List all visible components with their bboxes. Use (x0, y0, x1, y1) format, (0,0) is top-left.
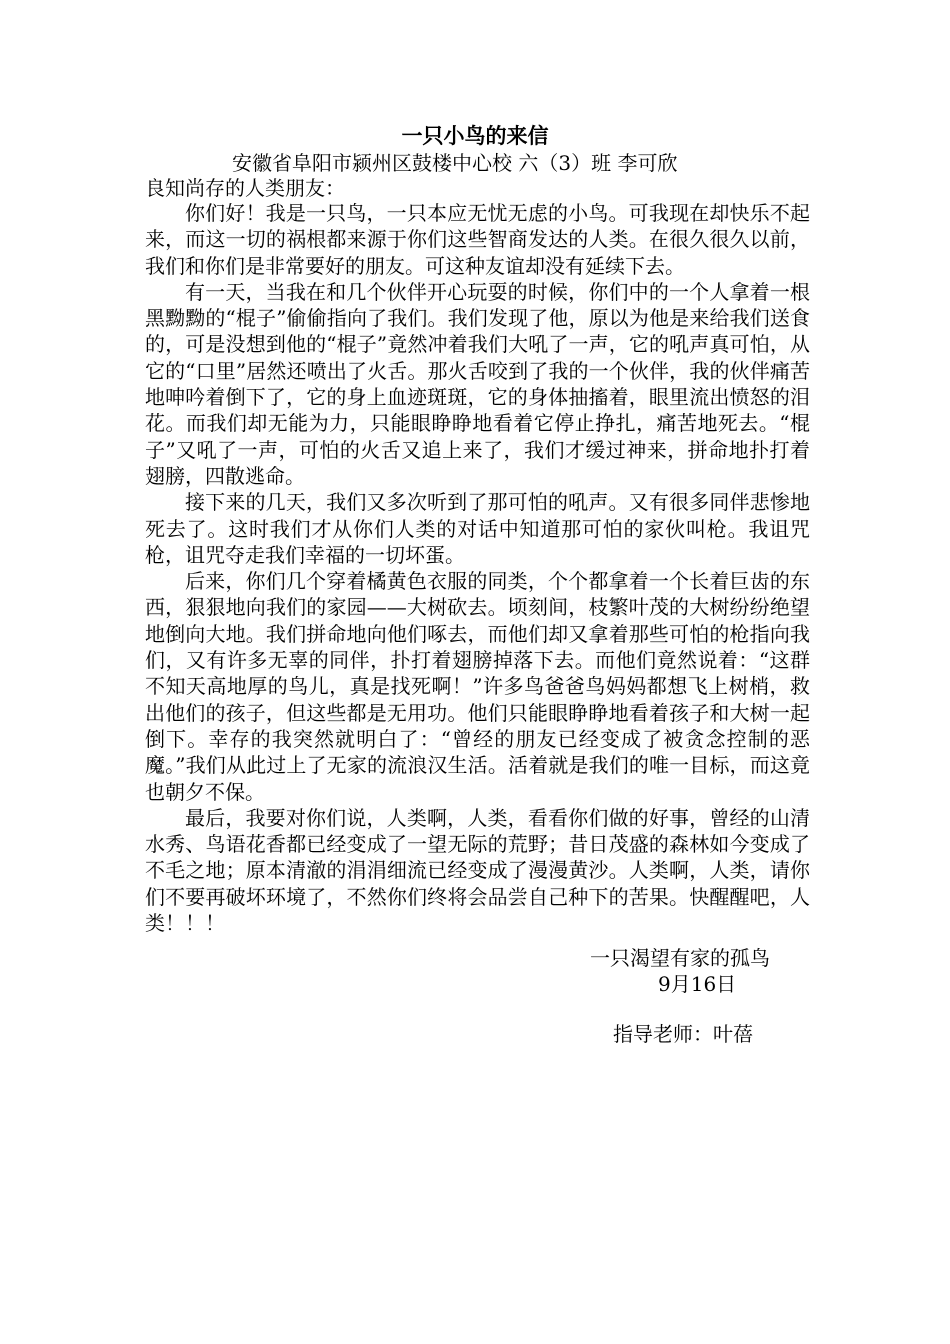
document-title: 一只小鸟的来信 (401, 123, 549, 148)
body-paragraph: 最后，我要对你们说，人类啊，人类，看看你们做的好事，曾经的山清水秀、鸟语花香都已经变成了一望无际的荒野；昔日茂盛的森林如今变成了不毛之地；原本清澈的涓涓细流已经变成了漫漫黄沙。人类啊，人类，请你们不要再破坏环境了，不然你们终将会品尝自己种下的苦果。快醒醒吧，人类！！！ (145, 805, 810, 936)
body-paragraph: 接下来的几天，我们又多次听到了那可怕的吼声。又有很多同伴悲惨地死去了。这时我们才从你们人类的对话中知道那可怕的家伙叫枪。我诅咒枪，诅咒夺走我们幸福的一切坏蛋。 (145, 490, 810, 567)
letter-date: 9月16日 (658, 972, 737, 996)
body-paragraph: 有一天，当我在和几个伙伴开心玩耍的时候，你们中的一个人拿着一根黑黝黝的“棍子”偷偷指向了我们。我们发现了他，原以为他是来给我们送食的，可是没想到他的“棍子”竟然冲着我们大吼了一声，它的吼声真可怕，从它的“口里”居然还喷出了火舌。那火舌咬到了我的一个伙伴，我的伙伴痛苦地呻吟着倒下了，它的身上血迹斑斑，它的身体抽搐着，眼里流出愤怒的泪花。而我们却无能为力，只能眼睁睁地看着它停止挣扎，痛苦地死去。“棍子”又吼了一声，可怕的火舌又追上来了，我们才缓过神来，拼命地扑打着翅膀，四散逃命。 (145, 279, 810, 488)
letter-signature: 一只渴望有家的孤鸟 (590, 946, 770, 970)
body-paragraph: 后来，你们几个穿着橘黄色衣服的同类，个个都拿着一个长着巨齿的东西，狠狠地向我们的家园——大树砍去。顷刻间，枝繁叶茂的大树纷纷绝望地倒向大地。我们拼命地向他们啄去，而他们却又拿着那些可怕的枪指向我们，又有许多无辜的同伴，扑打着翅膀掉落下去。而他们竟然说着：“这群不知天高地厚的鸟儿，真是找死啊！”许多鸟爸爸鸟妈妈都想飞上树梢，救出他们的孩子，但这些都是无用功。他们只能眼睁睁地看着孩子和大树一起倒下。幸存的我突然就明白了：“曾经的朋友已经变成了被贪念控制的恶魔。”我们从此过上了无家的流浪汉生活。活着就是我们的唯一目标，而这竟也朝夕不保。 (145, 569, 810, 804)
instructor-credit: 指导老师：叶蓓 (613, 1022, 753, 1046)
author-byline: 安徽省阜阳市颍州区鼓楼中心校 六（3）班 李可欣 (232, 151, 678, 175)
letter-body (145, 200, 810, 936)
body-paragraph: 你们好！我是一只鸟，一只本应无忧无虑的小鸟。可我现在却快乐不起来，而这一切的祸根都来源于你们这些智商发达的人类。在很久很久以前，我们和你们是非常要好的朋友。可这种友谊却没有延续下去。 (145, 201, 810, 278)
letter-salutation: 良知尚存的人类朋友： (145, 176, 345, 200)
